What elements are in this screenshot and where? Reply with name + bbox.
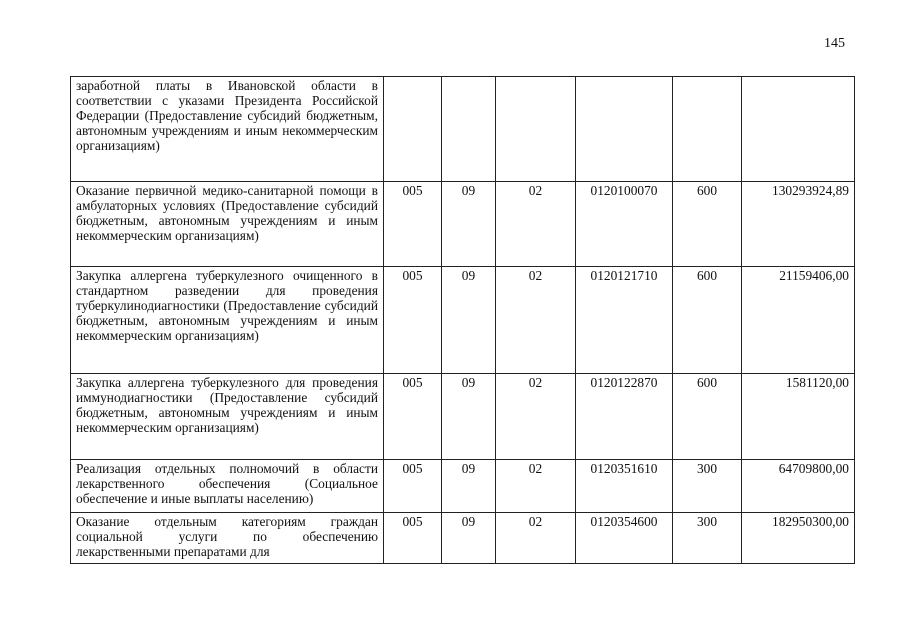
expense-type-code: 600 (673, 182, 742, 267)
table-row (71, 513, 855, 564)
amount: 182950300,00 (742, 513, 855, 564)
row-description: Реализация отдельных полномочий в области лекарственного обеспечения (Социальное обеспечение и иные выплаты населению) (71, 460, 384, 513)
page-number: 145 (824, 36, 845, 51)
target-code: 0120351610 (576, 460, 673, 513)
row-description: заработной платы в Ивановской области в соответствии с указами Президента Российской Федерации (Предоставление субсидий бюджетным, автономным учреждениям и иным некоммерческим организациям) (71, 77, 384, 182)
expense-type-code: 300 (673, 513, 742, 564)
amount: 1581120,00 (742, 374, 855, 460)
ministry-code: 005 (384, 374, 442, 460)
ministry-code: 005 (384, 513, 442, 564)
subsection-code: 02 (496, 460, 576, 513)
row-description: Оказание первичной медико-санитарной помощи в амбулаторных условиях (Предоставление субсидий бюджетным, автономным учреждениям и иным некоммерческим организациям) (71, 182, 384, 267)
amount: 21159406,00 (742, 267, 855, 374)
section-code: 09 (442, 460, 496, 513)
table-row (71, 267, 855, 374)
target-code: 0120121710 (576, 267, 673, 374)
amount (742, 77, 855, 182)
target-code: 0120354600 (576, 513, 673, 564)
subsection-code (496, 77, 576, 182)
amount: 130293924,89 (742, 182, 855, 267)
amount: 64709800,00 (742, 460, 855, 513)
subsection-code: 02 (496, 374, 576, 460)
ministry-code: 005 (384, 267, 442, 374)
section-code: 09 (442, 513, 496, 564)
expense-type-code: 300 (673, 460, 742, 513)
table-row (71, 460, 855, 513)
row-description: Закупка аллергена туберкулезного для проведения иммунодиагностики (Предоставление субсидий бюджетным, автономным учреждениям и иным некоммерческим организациям) (71, 374, 384, 460)
row-description: Оказание отдельным категориям граждан социальной услуги по обеспечению лекарственными препаратами для (71, 513, 384, 564)
target-code (576, 77, 673, 182)
section-code: 09 (442, 182, 496, 267)
table-row (71, 374, 855, 460)
ministry-code: 005 (384, 460, 442, 513)
expense-type-code: 600 (673, 267, 742, 374)
section-code (442, 77, 496, 182)
subsection-code: 02 (496, 513, 576, 564)
budget-table (70, 76, 855, 564)
section-code: 09 (442, 374, 496, 460)
section-code: 09 (442, 267, 496, 374)
table-row (71, 182, 855, 267)
subsection-code: 02 (496, 267, 576, 374)
target-code: 0120122870 (576, 374, 673, 460)
ministry-code (384, 77, 442, 182)
table-row (71, 77, 855, 182)
subsection-code: 02 (496, 182, 576, 267)
row-description: Закупка аллергена туберкулезного очищенного в стандартном разведении для проведения туберкулинодиагностики (Предоставление субсидий бюджетным, автономным учреждениям и иным некоммерческим организациям) (71, 267, 384, 374)
target-code: 0120100070 (576, 182, 673, 267)
ministry-code: 005 (384, 182, 442, 267)
expense-type-code (673, 77, 742, 182)
expense-type-code: 600 (673, 374, 742, 460)
